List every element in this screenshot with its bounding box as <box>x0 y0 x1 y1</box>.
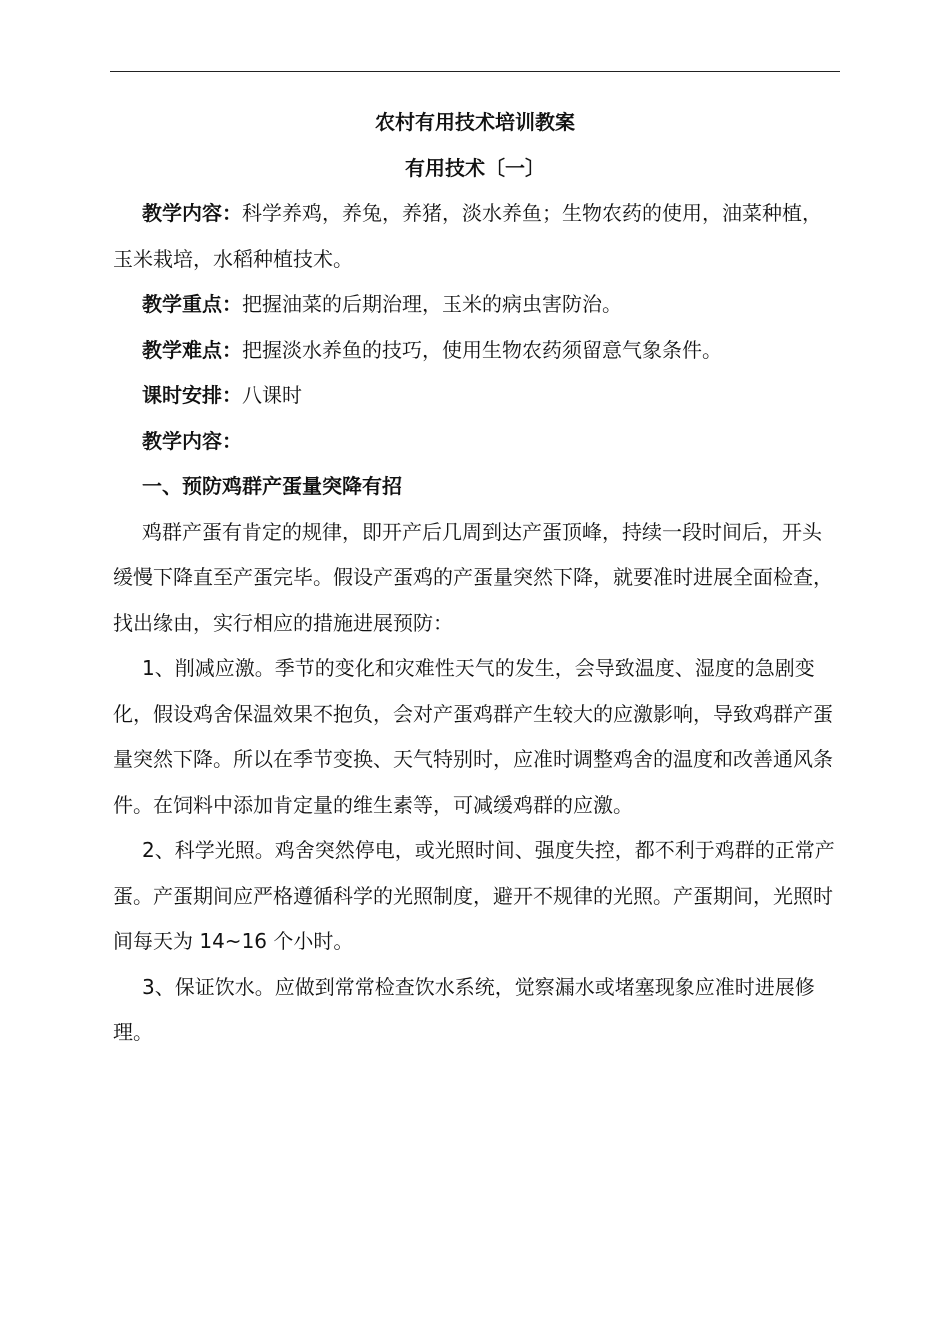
document-subtitle: 有用技术〔一〕 <box>405 155 545 180</box>
paragraph-lighting: 2、科学光照。鸡舍突然停电，或光照时间、强度失控，都不利于鸡群的正常产蛋。产蛋期间应严格遵循科学的光照制度，避开不规律的光照。产蛋期间，光照时间每天为 14~16 个小时。 <box>113 838 835 953</box>
teaching-content-heading: 教学内容： <box>142 428 242 453</box>
teaching-difficulty-line <box>113 328 837 374</box>
teaching-focus-label: 教学重点： <box>142 292 242 316</box>
teaching-content-label: 教学内容： <box>142 201 242 225</box>
paragraph-stress: 1、削减应激。季节的变化和灾难性天气的发生，会导致温度、湿度的急剧变化，假设鸡舍保温效果不抱负，会对产蛋鸡群产生较大的应激影响，导致鸡群产蛋量突然下降。所以在季节变换、天气特别时，应准时调整鸡舍的温度和改善通风条件。在饲料中添加肯定量的维生素等，可减缓鸡群的应激。 <box>113 656 833 817</box>
paragraph-water: 3、保证饮水。应做到常常检查饮水系统，觉察漏水或堵塞现象应准时进展修理。 <box>113 974 815 1044</box>
header-rule <box>110 71 840 72</box>
teaching-content-text: 科学养鸡，养兔，养猪，淡水养鱼；生物农药的使用，油菜种植，玉米栽培，水稻种植技术。 <box>113 201 822 271</box>
teaching-difficulty-text: 把握淡水养鱼的技巧，使用生物农药须留意气象条件。 <box>242 337 722 362</box>
teaching-focus-line <box>113 282 837 328</box>
schedule-text: 八课时 <box>242 383 302 407</box>
teaching-focus-text: 把握油菜的后期治理，玉米的病虫害防治。 <box>242 292 622 316</box>
schedule-label: 课时安排： <box>142 383 242 407</box>
teaching-content-line <box>113 191 837 282</box>
teaching-difficulty-label: 教学难点： <box>142 337 242 362</box>
paragraph-intro: 鸡群产蛋有肯定的规律，即开产后几周到达产蛋顶峰，持续一段时间后，开头缓慢下降直至产蛋完毕。假设产蛋鸡的产蛋量突然下降，就要准时进展全面检查，找出缘由，实行相应的措施进展预防： <box>113 519 833 635</box>
document-title: 农村有用技术培训教案 <box>375 110 575 134</box>
schedule-line <box>113 373 837 419</box>
section-heading: 一、预防鸡群产蛋量突降有招 <box>142 474 402 498</box>
document-body <box>113 100 837 1056</box>
